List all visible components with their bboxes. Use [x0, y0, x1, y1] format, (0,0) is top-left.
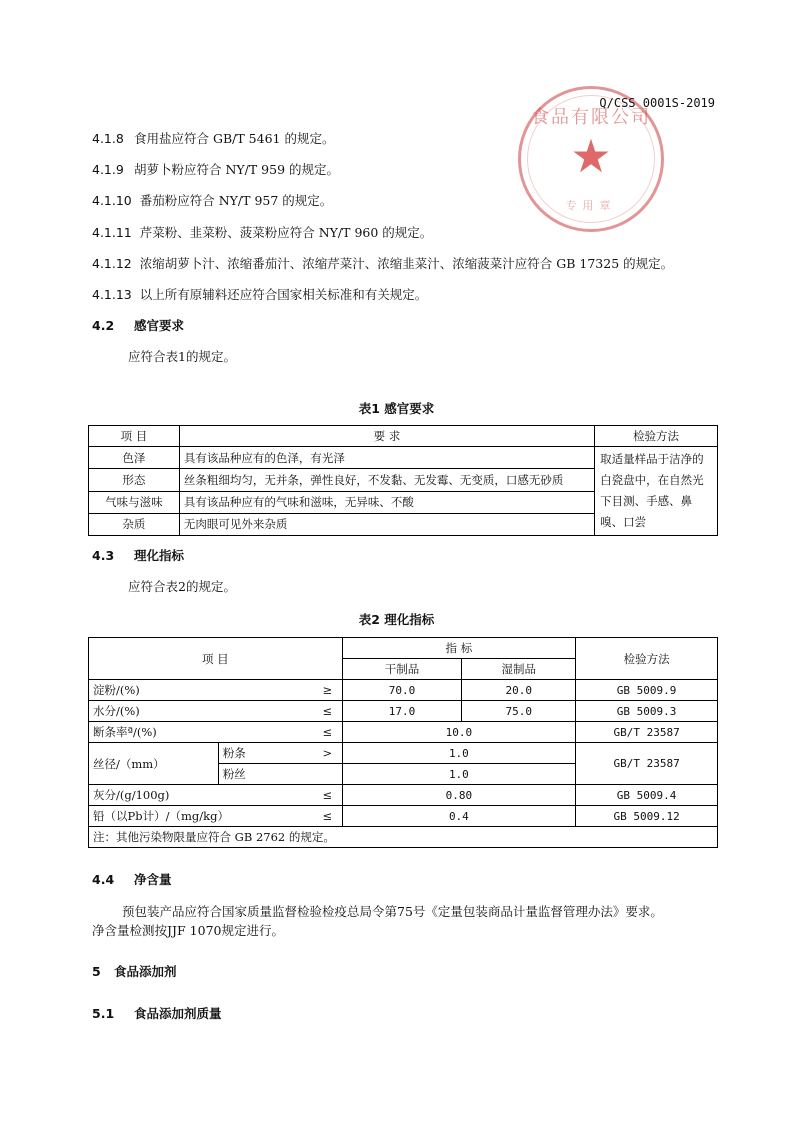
- row-method: GB 5009.3: [576, 701, 718, 722]
- row-item: 形态: [89, 469, 180, 491]
- row-value: 10.0: [342, 722, 576, 743]
- section-4-2-body: 应符合表1的规定。: [128, 349, 236, 364]
- section-4-2-heading: [92, 318, 184, 334]
- row-value: 1.0: [342, 764, 576, 785]
- section-number: 4.2: [92, 318, 115, 333]
- section-title: 理化指标: [134, 548, 185, 563]
- row-requirement: 丝条粗细均匀，无并条，弹性良好，不发黏、无发霉、无变质，口感无砂质: [179, 469, 594, 491]
- row-dry-value: 70.0: [342, 680, 462, 701]
- table-header-row: [89, 426, 718, 447]
- clause-4-1-12: [92, 256, 673, 272]
- table-note: 注：其他污染物限量应符合 GB 2762 的规定。: [89, 827, 718, 848]
- section-5-heading: [92, 964, 177, 980]
- row-item: 铅（以Pb计）/（mg/kg）: [89, 806, 314, 827]
- seal-star-icon: ★: [570, 129, 612, 184]
- row-method: GB 5009.12: [576, 806, 718, 827]
- header-wet: 湿制品: [462, 659, 576, 680]
- table-sensory-requirements: [88, 425, 718, 536]
- row-requirement: 具有该品种应有的气味和滋味，无异味、不酸: [179, 491, 594, 513]
- clause-text: 胡萝卜粉应符合 NY/T 959 的规定。: [134, 162, 340, 177]
- header-method: 检验方法: [595, 426, 718, 447]
- section-number: 4.4: [92, 872, 115, 887]
- row-item: 水分/(%): [89, 701, 314, 722]
- clause-4-1-8: [92, 131, 334, 147]
- row-dry-value: 17.0: [342, 701, 462, 722]
- table-row: [89, 743, 718, 764]
- row-requirement: 无肉眼可见外来杂质: [179, 513, 594, 535]
- header-requirement: 要 求: [179, 426, 594, 447]
- clause-number: 4.1.12: [92, 256, 132, 271]
- row-method: GB 5009.4: [576, 785, 718, 806]
- clause-text: 番茄粉应符合 NY/T 957 的规定。: [139, 193, 333, 208]
- clause-number: 4.1.10: [92, 193, 132, 208]
- row-item: 灰分/(g/100g): [89, 785, 314, 806]
- section-number: 5: [92, 964, 101, 979]
- clause-text: 浓缩胡萝卜汁、浓缩番茄汁、浓缩芹菜汁、浓缩韭菜汁、浓缩菠菜汁应符合 GB 17325 的规定。: [139, 256, 674, 271]
- section-number: 5.1: [92, 1006, 115, 1021]
- row-operator: ≤: [313, 722, 342, 743]
- section-title: 食品添加剂: [114, 964, 177, 979]
- table-row: [89, 447, 718, 469]
- row-value: 0.80: [342, 785, 576, 806]
- header-item: 项 目: [89, 638, 343, 680]
- section-4-4-body-line2: 净含量检测按JJF 1070规定进行。: [92, 923, 284, 938]
- clause-4-1-10: [92, 193, 332, 209]
- section-title: 感官要求: [134, 318, 185, 333]
- table-row: [89, 806, 718, 827]
- row-item: 气味与滋味: [89, 491, 180, 513]
- section-number: 4.3: [92, 548, 115, 563]
- row-operator: ≤: [313, 701, 342, 722]
- table-row: [89, 722, 718, 743]
- document-code: Q/CSS 0001S-2019: [599, 96, 715, 110]
- section-4-3-body: 应符合表2的规定。: [128, 579, 236, 594]
- row-operator: ≥: [313, 680, 342, 701]
- clause-text: 食用盐应符合 GB/T 5461 的规定。: [134, 131, 335, 146]
- clause-4-1-11: [92, 225, 432, 241]
- table-row: [89, 701, 718, 722]
- clause-text: 芹菜粉、韭菜粉、菠菜粉应符合 NY/T 960 的规定。: [139, 225, 433, 240]
- header-index: 指 标: [342, 638, 576, 659]
- row-method: GB 5009.9: [576, 680, 718, 701]
- table-physicochemical-indicators: [88, 637, 718, 848]
- row-operator: ≤: [313, 785, 342, 806]
- seal-top-text: 食品有限公司: [531, 107, 651, 128]
- table-row: [89, 785, 718, 806]
- row-method: GB/T 23587: [576, 743, 718, 785]
- section-4-4-heading: [92, 872, 172, 888]
- header-item: 项 目: [89, 426, 180, 447]
- table1-title: 表1 感官要求: [358, 401, 435, 416]
- section-5-1-heading: [92, 1006, 222, 1022]
- clause-4-1-9: [92, 162, 339, 178]
- clause-text: 以上所有原辅料还应符合国家相关标准和有关规定。: [139, 287, 428, 302]
- row-requirement: 具有该品种应有的色泽，有光泽: [179, 447, 594, 469]
- header-dry: 干制品: [342, 659, 462, 680]
- row-value: 1.0: [342, 743, 576, 764]
- clause-4-1-13: [92, 287, 427, 303]
- clause-number: 4.1.13: [92, 287, 132, 302]
- row-item: 淀粉/(%): [89, 680, 314, 701]
- table2-title: 表2 理化指标: [358, 612, 435, 627]
- seal-bottom-text: 专用章: [565, 199, 617, 212]
- row-item: 丝径/（mm）: [89, 743, 219, 785]
- row-value: 0.4: [342, 806, 576, 827]
- row-operator: >: [313, 743, 342, 764]
- row-method: GB/T 23587: [576, 722, 718, 743]
- section-title: 净含量: [134, 872, 172, 887]
- header-method: 检验方法: [576, 638, 718, 680]
- row-operator: ≤: [313, 806, 342, 827]
- section-4-4-body-line1: 预包装产品应符合国家质量监督检验检疫总局令第75号《定量包装商品计量监督管理办法》要求。: [122, 904, 663, 919]
- row-item: 色泽: [89, 447, 180, 469]
- section-4-3-heading: [92, 548, 184, 564]
- row-subitem: 粉条: [218, 743, 313, 764]
- row-item: 断条率ª/(%): [89, 722, 314, 743]
- row-item: 杂质: [89, 513, 180, 535]
- table-header-row: [89, 638, 718, 659]
- clause-number: 4.1.9: [92, 162, 124, 177]
- section-title: 食品添加剂质量: [134, 1006, 222, 1021]
- clause-number: 4.1.11: [92, 225, 132, 240]
- row-wet-value: 75.0: [462, 701, 576, 722]
- row-wet-value: 20.0: [462, 680, 576, 701]
- row-subitem: 粉丝: [218, 764, 313, 785]
- row-operator-empty: [313, 764, 342, 785]
- inspection-method: 取适量样品于洁净的白瓷盘中，在自然光下目测、手感、鼻嗅、口尝: [595, 447, 718, 536]
- clause-number: 4.1.8: [92, 131, 124, 146]
- table-note-row: [89, 827, 718, 848]
- table-row: [89, 680, 718, 701]
